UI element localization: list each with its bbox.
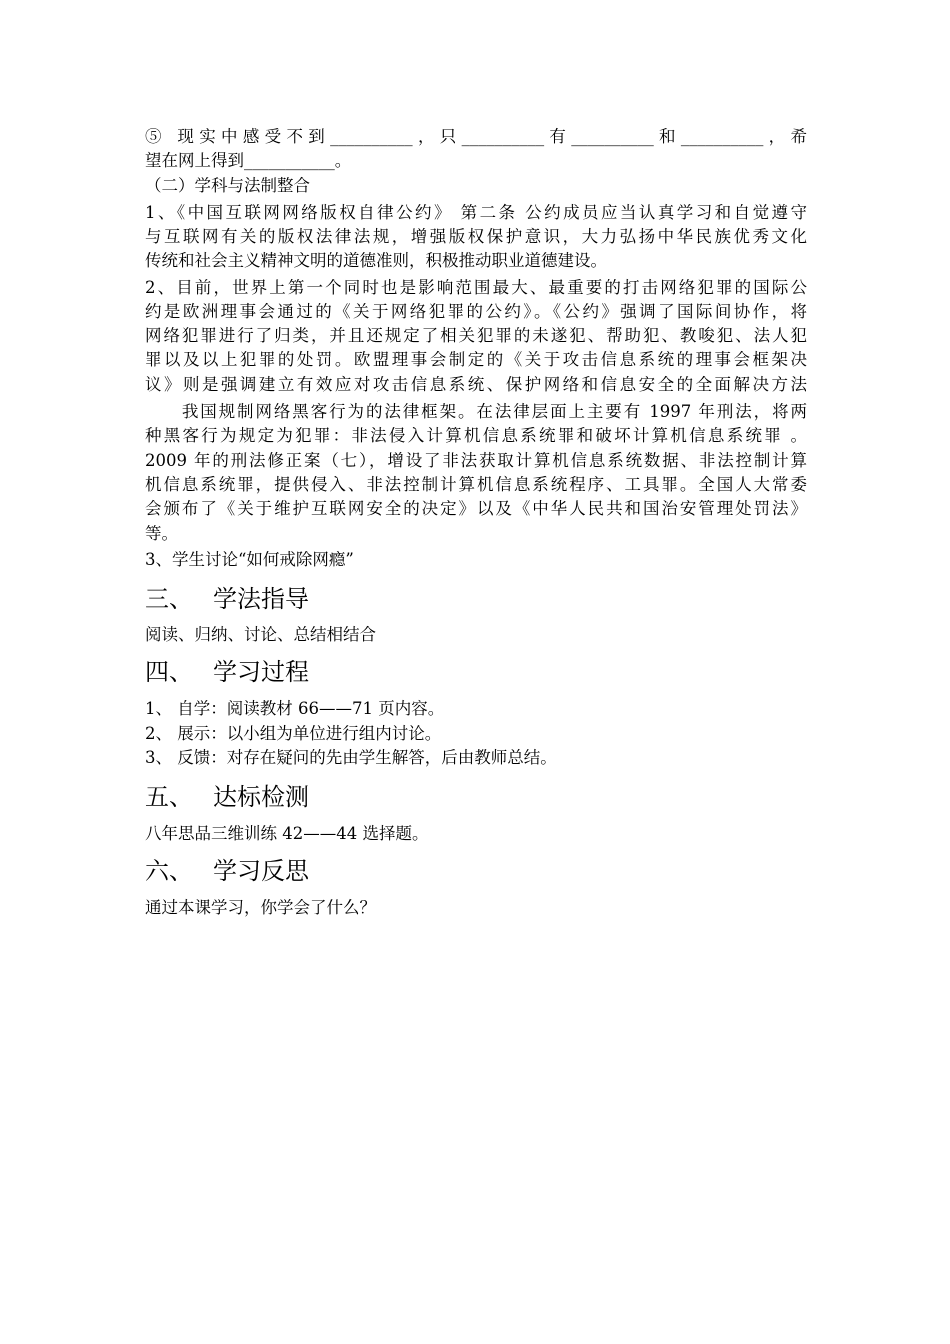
blank-line-5-cont: 望在网上得到___________。 xyxy=(145,151,352,170)
section-text: 八年思品三维训练 42——44 选择题。 xyxy=(145,824,429,843)
section-heading xyxy=(145,583,309,615)
section-heading xyxy=(145,855,309,887)
section-number: 三、 xyxy=(145,585,193,613)
paragraph-2-line: 约是欧洲理事会通过的《关于网络犯罪的公约》。《公约》强调了国际间协作，将 xyxy=(145,302,807,321)
section-heading xyxy=(145,656,309,688)
section-text: 1、 自学：阅读教材 66——71 页内容。 xyxy=(145,699,445,718)
section-title: 达标检测 xyxy=(213,783,309,811)
paragraph-2-line: 网络犯罪进行了归类，并且还规定了相关犯罪的未遂犯、帮助犯、教唆犯、法人犯 xyxy=(145,326,807,345)
section-number: 五、 xyxy=(145,783,193,811)
paragraph-2-line: 罪以及以上犯罪的处罚。欧盟理事会制定的《关于攻击信息系统的理事会框架决 xyxy=(145,350,807,369)
discussion-item: 3、学生讨论“如何戒除网瘾” xyxy=(145,550,354,569)
section-heading xyxy=(145,781,309,813)
section-text: 阅读、归纳、讨论、总结相结合 xyxy=(145,625,376,644)
paragraph-2-line: 议》则是强调建立有效应对攻击信息系统、保护网络和信息安全的全面解决方法 xyxy=(145,375,807,394)
section-title: 学法指导 xyxy=(213,585,309,613)
blank-line-5: ⑤ 现实中感受不到__________，只__________有__________和__________，希 xyxy=(145,127,807,146)
paragraph-1-line: 1、《中国互联网网络版权自律公约》 第二条 公约成员应当认真学习和自觉遵守 xyxy=(145,203,807,222)
paragraph-3-line: 我国规制网络黑客行为的法律框架。在法律层面上主要有 1997 年刑法，将两 xyxy=(145,402,807,421)
paragraph-3-line: 会颁布了《关于维护互联网安全的决定》以及《中华人民共和国治安管理处罚法》 xyxy=(145,499,807,518)
paragraph-3-line: 2009 年的刑法修正案（七），增设了非法获取计算机信息系统数据、非法控制计算 xyxy=(145,451,807,470)
section-title: 学习反思 xyxy=(213,857,309,885)
paragraph-3-line: 机信息系统罪，提供侵入、非法控制计算机信息系统程序、工具罪。全国人大常委 xyxy=(145,475,807,494)
section-title: 学习过程 xyxy=(213,658,309,686)
paragraph-3-line: 种黑客行为规定为犯罪：非法侵入计算机信息系统罪和破坏计算机信息系统罪 。 xyxy=(145,426,807,445)
section-text: 3、 反馈：对存在疑问的先由学生解答，后由教师总结。 xyxy=(145,748,557,767)
paragraph-1-line: 传统和社会主义精神文明的道德准则，积极推动职业道德建设。 xyxy=(145,251,607,270)
paragraph-3-line: 等。 xyxy=(145,524,178,543)
section-text: 2、 展示：以小组为单位进行组内讨论。 xyxy=(145,724,442,743)
section-number: 六、 xyxy=(145,857,193,885)
paragraph-2-line: 2、目前，世界上第一个同时也是影响范围最大、最重要的打击网络犯罪的国际公 xyxy=(145,278,807,297)
paragraph-1-line: 与互联网有关的版权法律法规，增强版权保护意识，大力弘扬中华民族优秀文化 xyxy=(145,227,807,246)
section-number: 四、 xyxy=(145,658,193,686)
subsection-title: （二）学科与法制整合 xyxy=(145,176,310,195)
section-text: 通过本课学习，你学会了什么？ xyxy=(145,898,376,917)
